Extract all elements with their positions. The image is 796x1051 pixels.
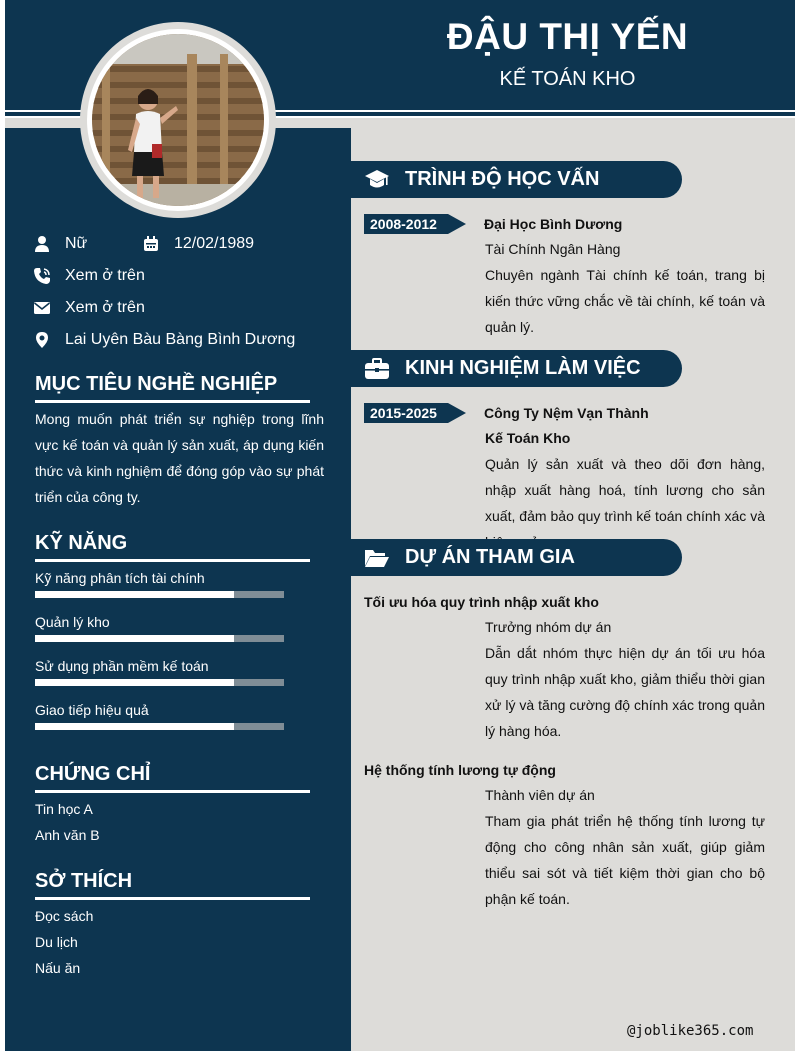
- education-description: Chuyên ngành Tài chính kế toán, trang bị kiến thức vững chắc về tài chính, kế toán và quản lý.: [485, 267, 765, 335]
- email-value[interactable]: Xem ở trên: [65, 299, 145, 316]
- skill-bar-fill: [35, 723, 234, 730]
- skills-title: KỸ NĂNG: [35, 532, 310, 562]
- experience-period: 2015-2025: [370, 405, 437, 421]
- project-description: Dẫn dắt nhóm thực hiện dự án tối ưu hóa quy trình nhập xuất kho, giảm thiểu thời gian xử lý và tăng cường độ chính xác trong quản lý hàng hóa.: [485, 645, 765, 739]
- skill-label: Sử dụng phần mềm kế toán: [35, 658, 209, 674]
- contact-address: [33, 328, 295, 352]
- contact-phone: [33, 264, 145, 288]
- user-icon: [33, 235, 51, 253]
- phone-icon: [33, 267, 51, 285]
- objective-text: Mong muốn phát triển sự nghiệp trong lĩnh vực kế toán và quản lý sản xuất, áp dụng kiến thức và kinh nghiệm để đóng góp vào sự phát triển của công ty.: [35, 411, 324, 505]
- watermark: @joblike365.com: [627, 1023, 754, 1039]
- location-icon: [33, 331, 51, 349]
- skill-label: Giao tiếp hiệu quả: [35, 702, 149, 718]
- projects-title: DỰ ÁN THAM GIA: [405, 546, 575, 568]
- project-role: Thành viên dự án: [485, 787, 595, 803]
- certificates-title: CHỨNG CHỈ: [35, 763, 310, 793]
- job-title: KẾ TOÁN KHO: [499, 68, 636, 90]
- skill-bar: [35, 679, 284, 686]
- folder-open-icon: [364, 545, 390, 571]
- project-role: Trưởng nhóm dự án: [485, 619, 612, 635]
- skill-label: Quản lý kho: [35, 614, 110, 630]
- education-school: Đại Học Bình Dương: [484, 216, 623, 232]
- experience-company: Công Ty Nệm Vạn Thành: [484, 405, 649, 421]
- birthday-value: 12/02/1989: [174, 235, 255, 252]
- education-title: TRÌNH ĐỘ HỌC VẤN: [405, 168, 600, 190]
- address-value: Lai Uyên Bàu Bàng Bình Dương: [65, 331, 296, 348]
- gender-value: Nữ: [65, 235, 88, 252]
- education-period-tag: [364, 214, 466, 234]
- experience-period-tag: [364, 403, 466, 423]
- graduation-cap-icon: [364, 167, 390, 193]
- certificate-item: Tin học A: [35, 801, 93, 817]
- contact-gender: [33, 232, 87, 256]
- cv-page: [5, 0, 795, 1051]
- experience-description: Quản lý sản xuất và theo dõi đơn hàng, nhập xuất hàng hoá, tính lương cho sản xuất, đảm bảo quy trình kế toán chính xác và: [485, 456, 765, 524]
- objective-title: MỤC TIÊU NGHỀ NGHIỆP: [35, 373, 310, 403]
- education-period: 2008-2012: [370, 216, 437, 232]
- phone-value[interactable]: Xem ở trên: [65, 267, 145, 284]
- skill-bar: [35, 591, 284, 598]
- experience-title: KINH NGHIỆM LÀM VIỆC: [405, 357, 641, 379]
- projects-header: [351, 539, 682, 576]
- education-major: Tài Chính Ngân Hàng: [485, 241, 621, 257]
- experience-header: [351, 350, 682, 387]
- project-description: Tham gia phát triển hệ thống tính lương tự động cho công nhân sản xuất, giúp giảm thiểu sai sót và tiết kiệm thời gian cho bộ phận kế toán.: [485, 813, 765, 907]
- skill-label: Kỹ năng phân tích tài chính: [35, 570, 205, 586]
- education-header: [351, 161, 682, 198]
- hobby-item: Nấu ăn: [35, 960, 81, 976]
- hobbies-title: SỞ THÍCH: [35, 870, 310, 900]
- avatar: [92, 34, 264, 206]
- hobby-item: Đọc sách: [35, 908, 94, 924]
- email-icon: [33, 299, 51, 317]
- contact-email: [33, 296, 145, 320]
- candidate-name: ĐẬU THỊ YẾN: [446, 16, 689, 57]
- avatar-photo: [92, 34, 264, 206]
- skill-bar-fill: [35, 591, 234, 598]
- experience-position: Kế Toán Kho: [485, 430, 571, 446]
- project-name: Hệ thống tính lương tự động: [364, 762, 556, 778]
- skill-bar: [35, 635, 284, 642]
- contact-birthday: [142, 232, 254, 256]
- skill-bar: [35, 723, 284, 730]
- skill-bar-fill: [35, 679, 234, 686]
- calendar-icon: [142, 235, 160, 253]
- briefcase-icon: [364, 356, 390, 382]
- skill-bar-fill: [35, 635, 234, 642]
- hobby-item: Du lịch: [35, 934, 78, 950]
- certificate-item: Anh văn B: [35, 827, 100, 843]
- project-name: Tối ưu hóa quy trình nhập xuất kho: [364, 594, 599, 610]
